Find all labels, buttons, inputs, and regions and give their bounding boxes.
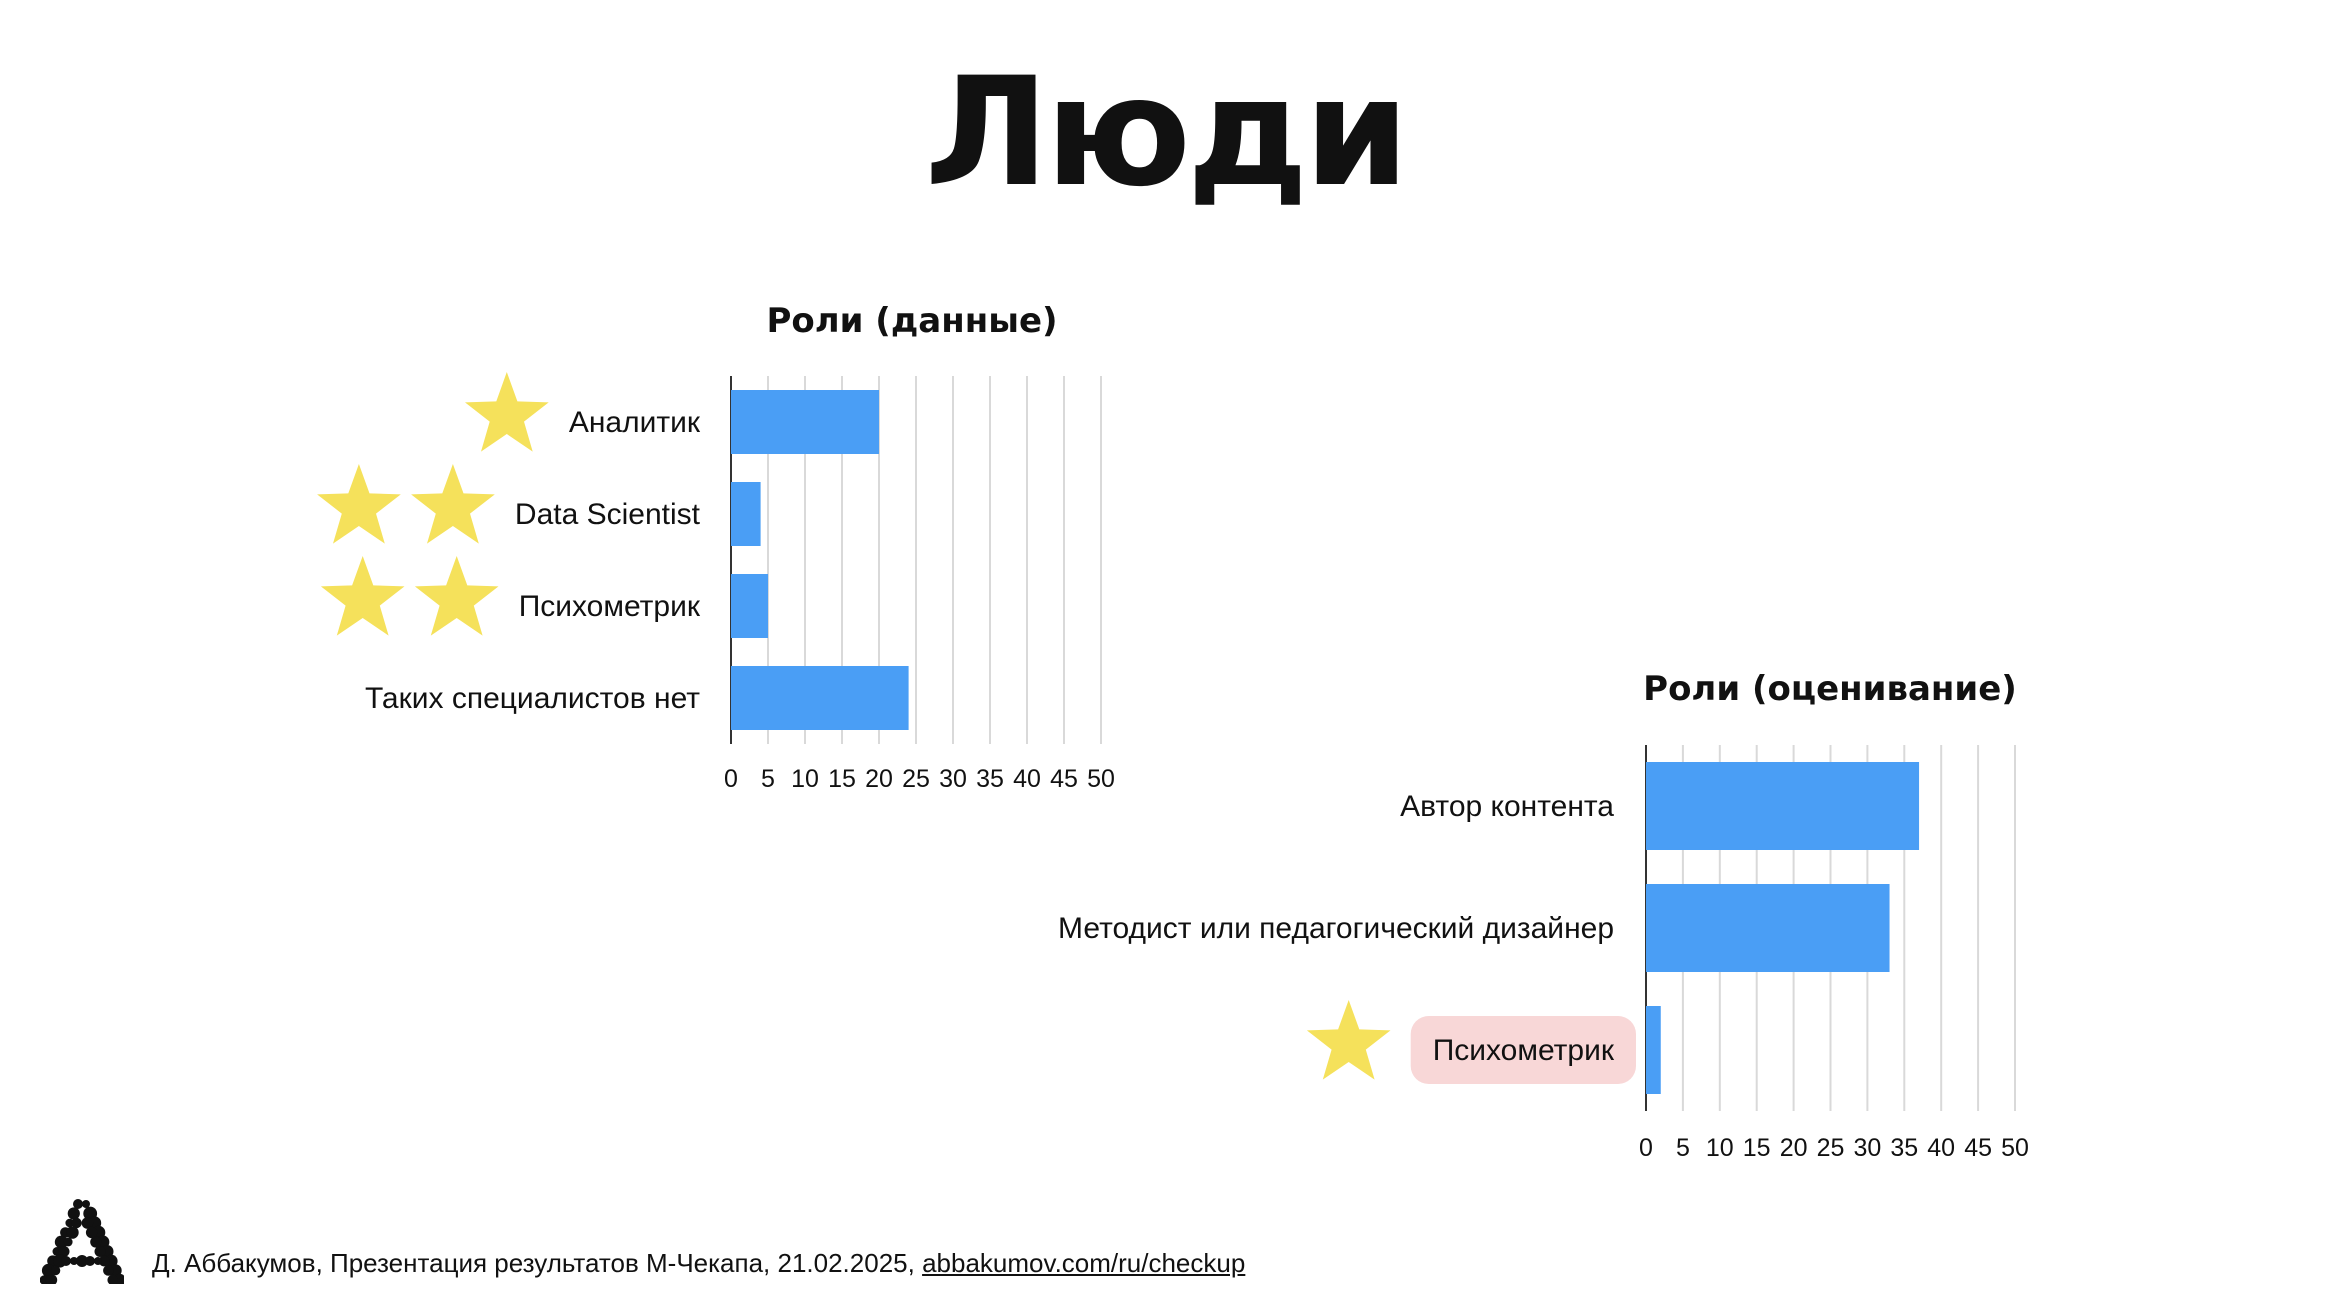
category-label: Автор контента	[1400, 790, 1614, 823]
x-tick-label: 15	[1742, 1134, 1771, 1162]
category-label: Психометрик	[1432, 1034, 1614, 1067]
x-tick-label: 0	[724, 765, 738, 793]
x-tick-label: 45	[1050, 765, 1078, 793]
x-tick-label: 20	[1779, 1134, 1808, 1162]
x-tick-label: 50	[1087, 765, 1115, 793]
category-label: Data Scientist	[514, 498, 700, 531]
x-tick-label: 40	[1927, 1134, 1956, 1162]
x-tick-label: 35	[976, 765, 1004, 793]
bar	[1646, 1006, 1661, 1094]
x-tick-label: 10	[791, 765, 819, 793]
x-tick-label: 5	[1675, 1134, 1690, 1162]
x-tick-label: 35	[1890, 1134, 1919, 1162]
chart-title: Роли (данные)	[766, 301, 1058, 341]
x-tick-label: 30	[939, 765, 967, 793]
footer-link[interactable]: abbakumov.com/ru/checkup	[922, 1248, 1246, 1278]
x-tick-label: 5	[761, 765, 775, 793]
bar	[1646, 884, 1890, 972]
letter-a-dots-logo	[40, 1196, 124, 1284]
page-title: Люди	[924, 46, 1406, 220]
x-tick-label: 50	[2001, 1134, 2029, 1162]
footer	[152, 1248, 1245, 1279]
star-icon	[1307, 1000, 1391, 1080]
category-label: Психометрик	[518, 590, 700, 623]
category-label: Таких специалистов нет	[364, 682, 700, 715]
x-tick-label: 0	[1639, 1134, 1653, 1162]
x-tick-label: 15	[828, 765, 856, 793]
chart-title: Роли (оценивание)	[1643, 669, 2017, 709]
x-tick-label: 30	[1853, 1134, 1882, 1162]
x-tick-label: 25	[1816, 1134, 1845, 1162]
category-label: Аналитик	[568, 406, 700, 439]
footer-text: Д. Аббакумов, Презентация результатов М-Чекапа, 21.02.2025,	[152, 1248, 923, 1278]
x-tick-label: 40	[1013, 765, 1041, 793]
category-label: Методист или педагогический дизайнер	[1058, 912, 1614, 945]
x-tick-label: 20	[865, 765, 893, 793]
x-tick-label: 45	[1964, 1134, 1993, 1162]
x-tick-label: 25	[902, 765, 930, 793]
bar	[1646, 762, 1919, 850]
x-tick-label: 10	[1705, 1134, 1734, 1162]
